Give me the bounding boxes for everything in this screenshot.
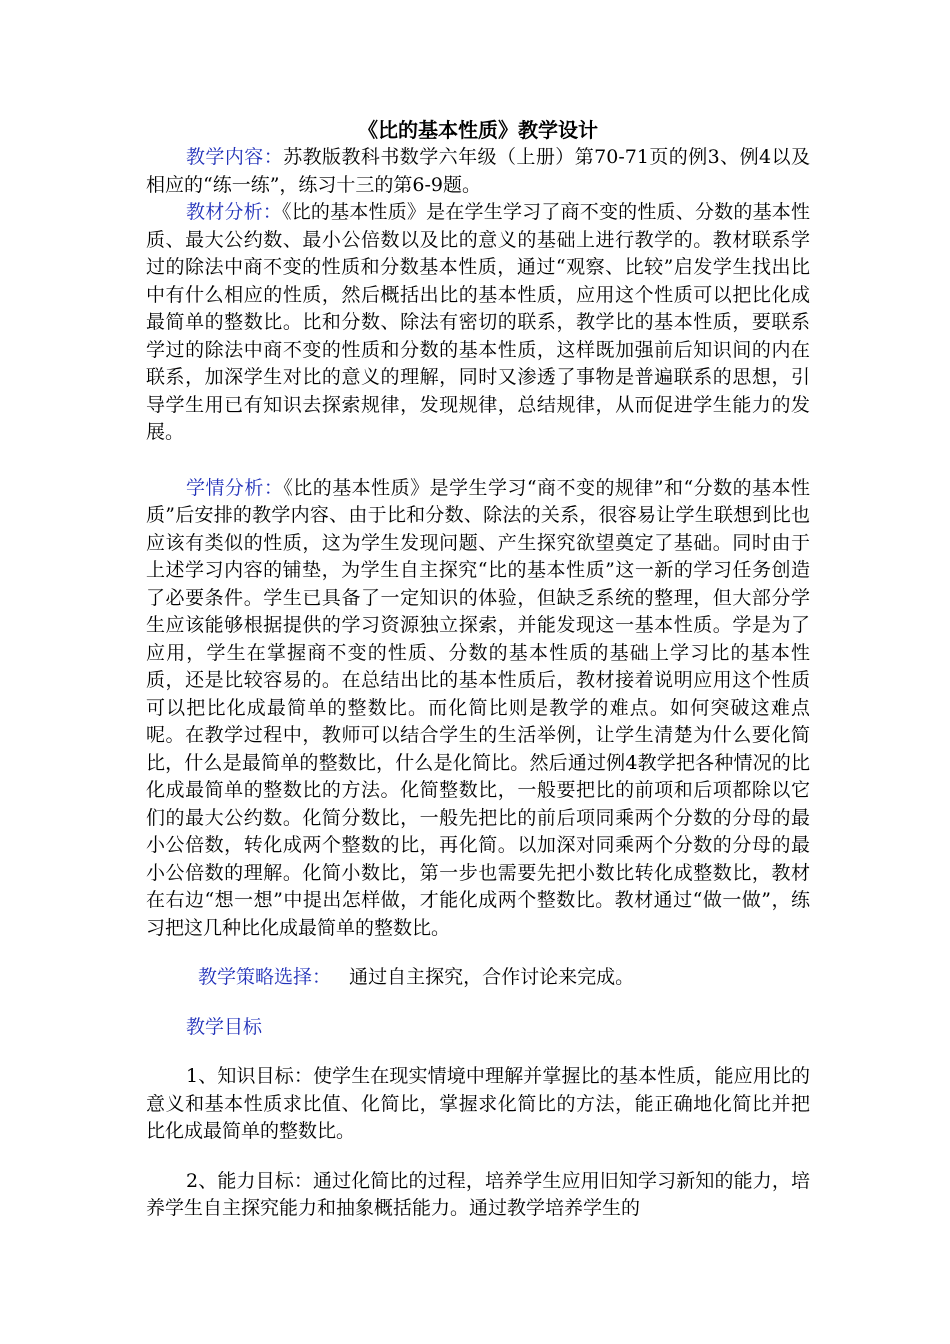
teaching-content-paragraph: [146, 144, 810, 199]
material-analysis-paragraph: [146, 199, 810, 447]
knowledge-goal-paragraph: 1、知识目标：使学生在现实情境中理解并掌握比的基本性质，能应用比的意义和基本性质求比值、化简比，掌握求化简比的方法，能正确地化简比并把比化成最简单的整数比。: [146, 1065, 810, 1142]
goals-label: 教学目标: [186, 1015, 263, 1038]
spacer: [146, 447, 810, 475]
spacer: [146, 992, 810, 1014]
teaching-content-label: 教学内容：: [186, 146, 284, 168]
material-analysis-label: 教材分析：: [186, 201, 283, 223]
strategy-text: 通过自主探究，合作讨论来完成。: [349, 966, 635, 988]
goals-heading: [146, 1014, 810, 1042]
learner-analysis-label: 学情分析：: [186, 476, 284, 499]
learner-analysis-text: 《比的基本性质》是学生学习“商不变的规律”和“分数的基本性质”后安排的教学内容、由于比和分数、除法的关系，很容易让学生联想到比也应该有类似的性质，这为学生发现问题、产生探究欲望奠定了基础。同时由于上述学习内容的铺垫，为学生自主探究“比的基本性质”这一新的学习任务创造了必要条件。学生已具备了一定知识的体验，但缺乏系统的整理，但大部分学生应该能够根据提供的学习资源独立探索，并能发现这一基本性质。学是为了应用，学生在掌握商不变的性质、分数的基本性质的基础上学习比的基本性质，还是比较容易的。在总结出比的基本性质后，教材接着说明应用这个性质可以把比化成最简单的整数比。而化简比则是教学的难点。如何突破这难点呢。在教学过程中，教师可以结合学生的生活举例，让学生清楚为什么要化简比，什么是最简单的整数比，什么是化简比。然后通过例4教学把各种情况的比化成最简单的整数比的方法。化简整数比，一般要把比的前项和后项都除以它们的最大公约数。化简分数比，一般先把比的前后项同乘两个分数的分母的最小公倍数，转化成两个整数的比，再化简。以加深对同乘两个分数的分母的最小公倍数的理解。化简小数比，第一步也需要先把小数比转化成整数比，教材在右边“想一想”中提出怎样做，才能化成两个整数比。教材通过“做一做”，练习把这几种比化成最简单的整数比。: [146, 476, 810, 939]
spacer: [146, 942, 810, 964]
learner-analysis-paragraph: [146, 475, 810, 943]
strategy-paragraph: [146, 964, 810, 992]
teaching-content-text: 苏教版教科书数学六年级（上册）第70-71页的例3、例4以及相应的“练一练”，练习十三的第6-9题。: [146, 146, 810, 196]
spacer: [146, 1041, 810, 1063]
strategy-label: 教学策略选择：: [198, 966, 332, 988]
material-analysis-text: 《比的基本性质》是在学生学习了商不变的性质、分数的基本性质、最大公约数、最小公倍数以及比的意义的基础上进行教学的。教材联系学过的除法中商不变的性质和分数基本性质，通过“观察、比较”启发学生找出比中有什么相应的性质，然后概括出比的基本性质，应用这个性质可以把比化成最简单的整数比。比和分数、除法有密切的联系，教学比的基本性质，要联系学过的除法中商不变的性质和分数的基本性质，这样既加强前后知识间的内在联系，加深学生对比的意义的理解，同时又渗透了事物是普遍联系的思想，引导学生用已有知识去探索规律，发现规律，总结规律，从而促进学生能力的发展。: [146, 201, 810, 443]
spacer: [146, 1146, 810, 1168]
document-title: 《比的基本性质》教学设计: [358, 118, 598, 142]
ability-goal-paragraph: 2、能力目标：通过化简比的过程，培养学生应用旧知学习新知的能力，培养学生自主探究能力和抽象概括能力。通过教学培养学生的: [146, 1169, 810, 1219]
